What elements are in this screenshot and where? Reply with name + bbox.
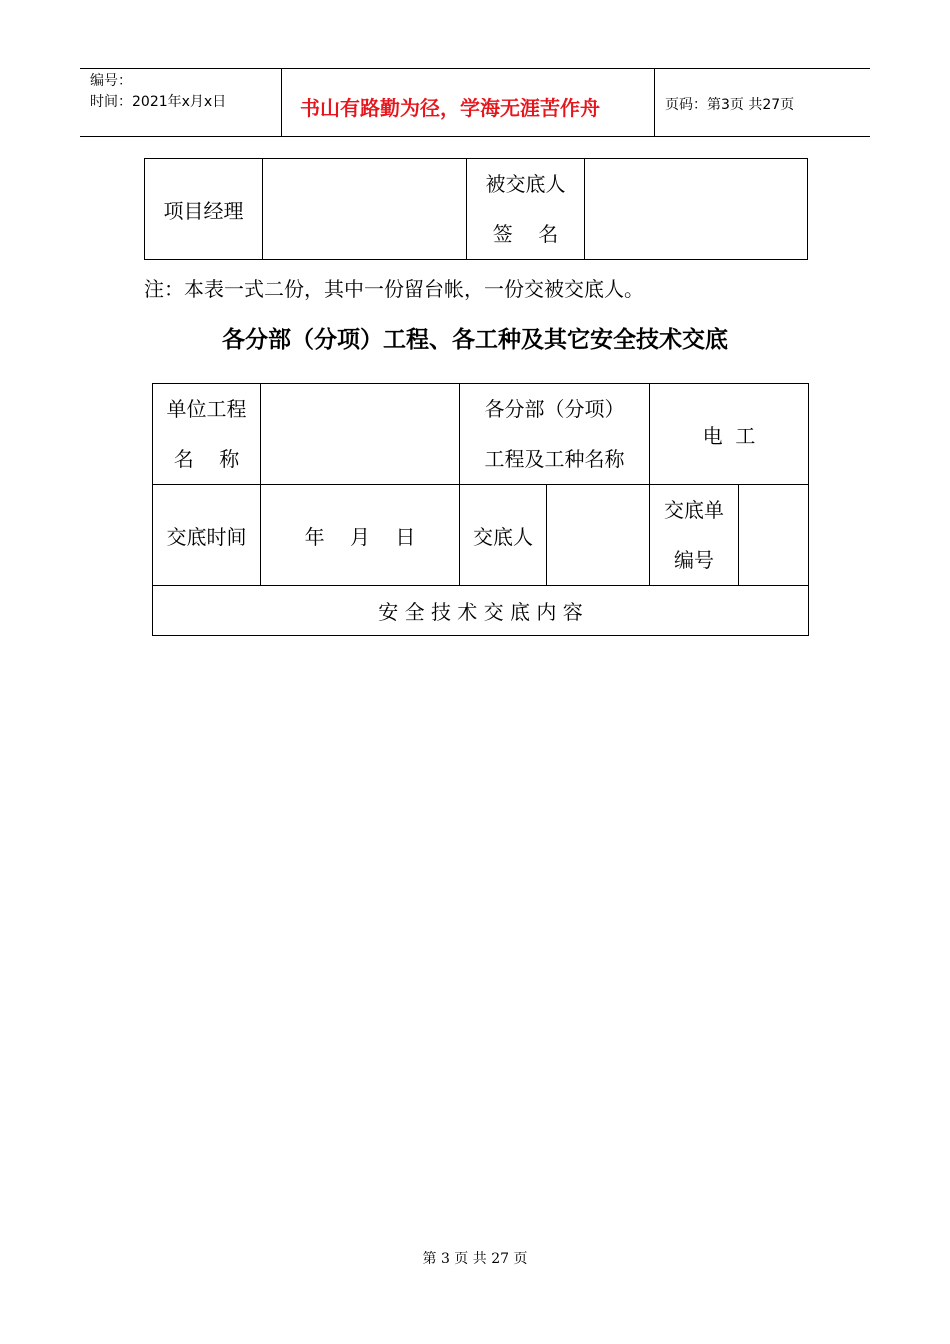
doc-number-cell-label <box>650 485 739 586</box>
disclosure-time-label: 交底时间 <box>153 485 261 586</box>
doc-time-label: 时间：2021年x月x日 <box>90 94 227 110</box>
table-note: 注：本表一式二份，其中一份留台帐，一份交被交底人。 <box>144 277 644 301</box>
unit-project-label <box>153 384 261 485</box>
disclosure-table <box>152 383 809 636</box>
page-footer: 第 3 页 共 27 页 <box>422 1251 528 1267</box>
doc-no-line2: 编号 <box>674 548 714 572</box>
doc-number-label: 编号： <box>90 73 132 89</box>
doc-no-line1: 交底单 <box>664 498 724 522</box>
discloser-field[interactable] <box>547 485 650 586</box>
disclosure-date-field[interactable]: 年 月 日 <box>261 485 460 586</box>
project-manager-label: 项目经理 <box>145 159 263 260</box>
division-label-line1: 各分部（分项） <box>484 397 625 421</box>
division-label-line2: 工程及工种名称 <box>484 447 625 471</box>
page-code: 页码：第3页 共27页 <box>665 97 795 113</box>
receiver-sign-label <box>467 159 585 260</box>
header-top-rule <box>80 68 870 69</box>
division-label <box>460 384 650 485</box>
content-header: 安 全 技 术 交 底 内 容 <box>153 586 809 636</box>
unit-project-field[interactable] <box>261 384 460 485</box>
header-divider-right <box>654 68 655 136</box>
project-manager-field[interactable] <box>263 159 467 260</box>
header-divider-left <box>281 68 282 136</box>
discloser-label: 交底人 <box>460 485 547 586</box>
section-title: 各分部（分项）工程、各工种及其它安全技术交底 <box>222 326 728 353</box>
header-motto: 书山有路勤为径，学海无涯苦作舟 <box>300 96 600 120</box>
doc-number-field[interactable] <box>739 485 809 586</box>
division-value[interactable]: 电 工 <box>650 384 809 485</box>
receiver-sign-field[interactable] <box>585 159 808 260</box>
signature-table <box>144 158 808 260</box>
unit-label-line1: 单位工程 <box>166 397 247 421</box>
header-bottom-rule <box>80 136 870 137</box>
receiver-label-line1: 被交底人 <box>485 172 566 196</box>
receiver-label-line2: 签 名 <box>492 222 559 246</box>
unit-label-line2: 名 称 <box>173 447 240 471</box>
